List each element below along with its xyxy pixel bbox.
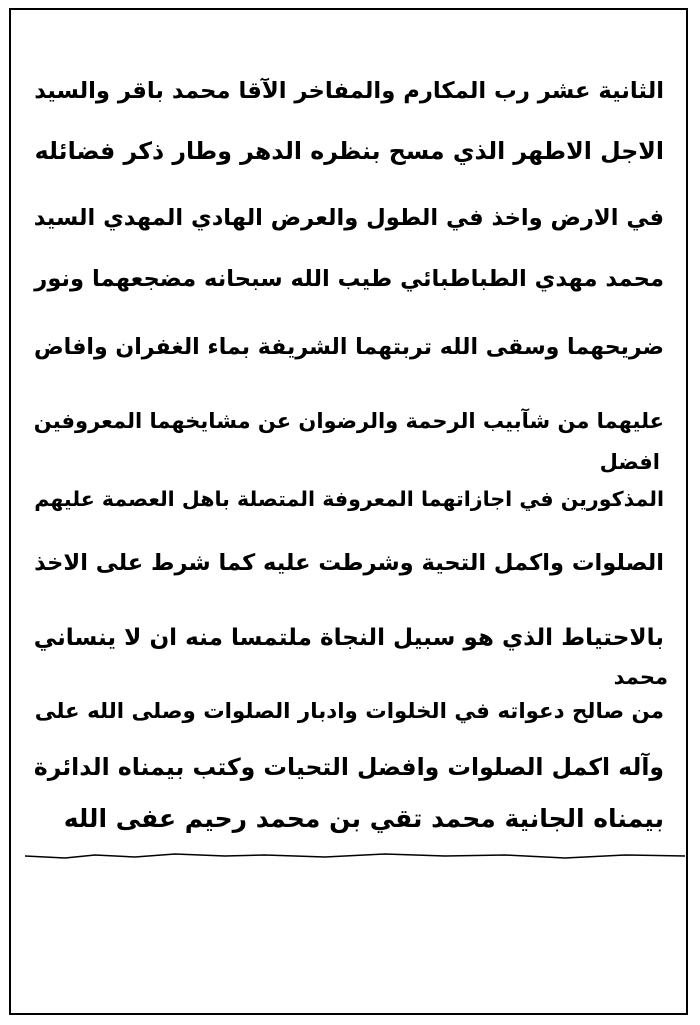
text-line-6: عليهما من شآبيب الرحمة والرضوان عن مشايخهما المعروفين (33, 409, 664, 433)
text-line-1: الثانية عشر رب المكارم والمفاخر الآقا محمد باقر والسيد (34, 78, 664, 104)
text-line-9: بالاحتياط الذي هو سبيل النجاة ملتمسا منه ان لا ينساني (33, 625, 664, 651)
text-line-12-signature: بيمناه الجانية محمد تقي بن محمد رحيم عفى الله (63, 804, 664, 833)
text-line-3: في الارض واخذ في الطول والعرض الهادي المهدي السيد (33, 205, 664, 231)
interlinear-insertion-muhammad: محمد (613, 665, 668, 689)
text-line-10: من صالح دعواته في الخلوات وادبار الصلوات وصلى الله على (34, 699, 664, 724)
manuscript-page (9, 8, 688, 1015)
text-line-5: ضريحهما وسقى الله تربتهما الشريفة بماء الغفران وافاض (33, 334, 664, 360)
text-line-7: المذكورين في اجازاتهما المعروفة المتصلة باهل العصمة عليهم (34, 487, 664, 511)
text-line-2: الاجل الاطهر الذي مسح بنظره الدهر وطار ذكر فضائله (34, 137, 664, 165)
interlinear-insertion-afdal: افضل (599, 450, 660, 474)
torn-edge-path (25, 854, 685, 858)
text-line-4: محمد مهدي الطباطبائي طيب الله سبحانه مضجعهما ونور (34, 266, 664, 292)
torn-edge-line (25, 852, 685, 860)
text-line-11: وآله اكمل الصلوات وافضل التحيات وكتب بيمناه الدائرة (33, 753, 664, 781)
text-line-8: الصلوات واكمل التحية وشرطت عليه كما شرط على الاخذ (34, 550, 664, 576)
